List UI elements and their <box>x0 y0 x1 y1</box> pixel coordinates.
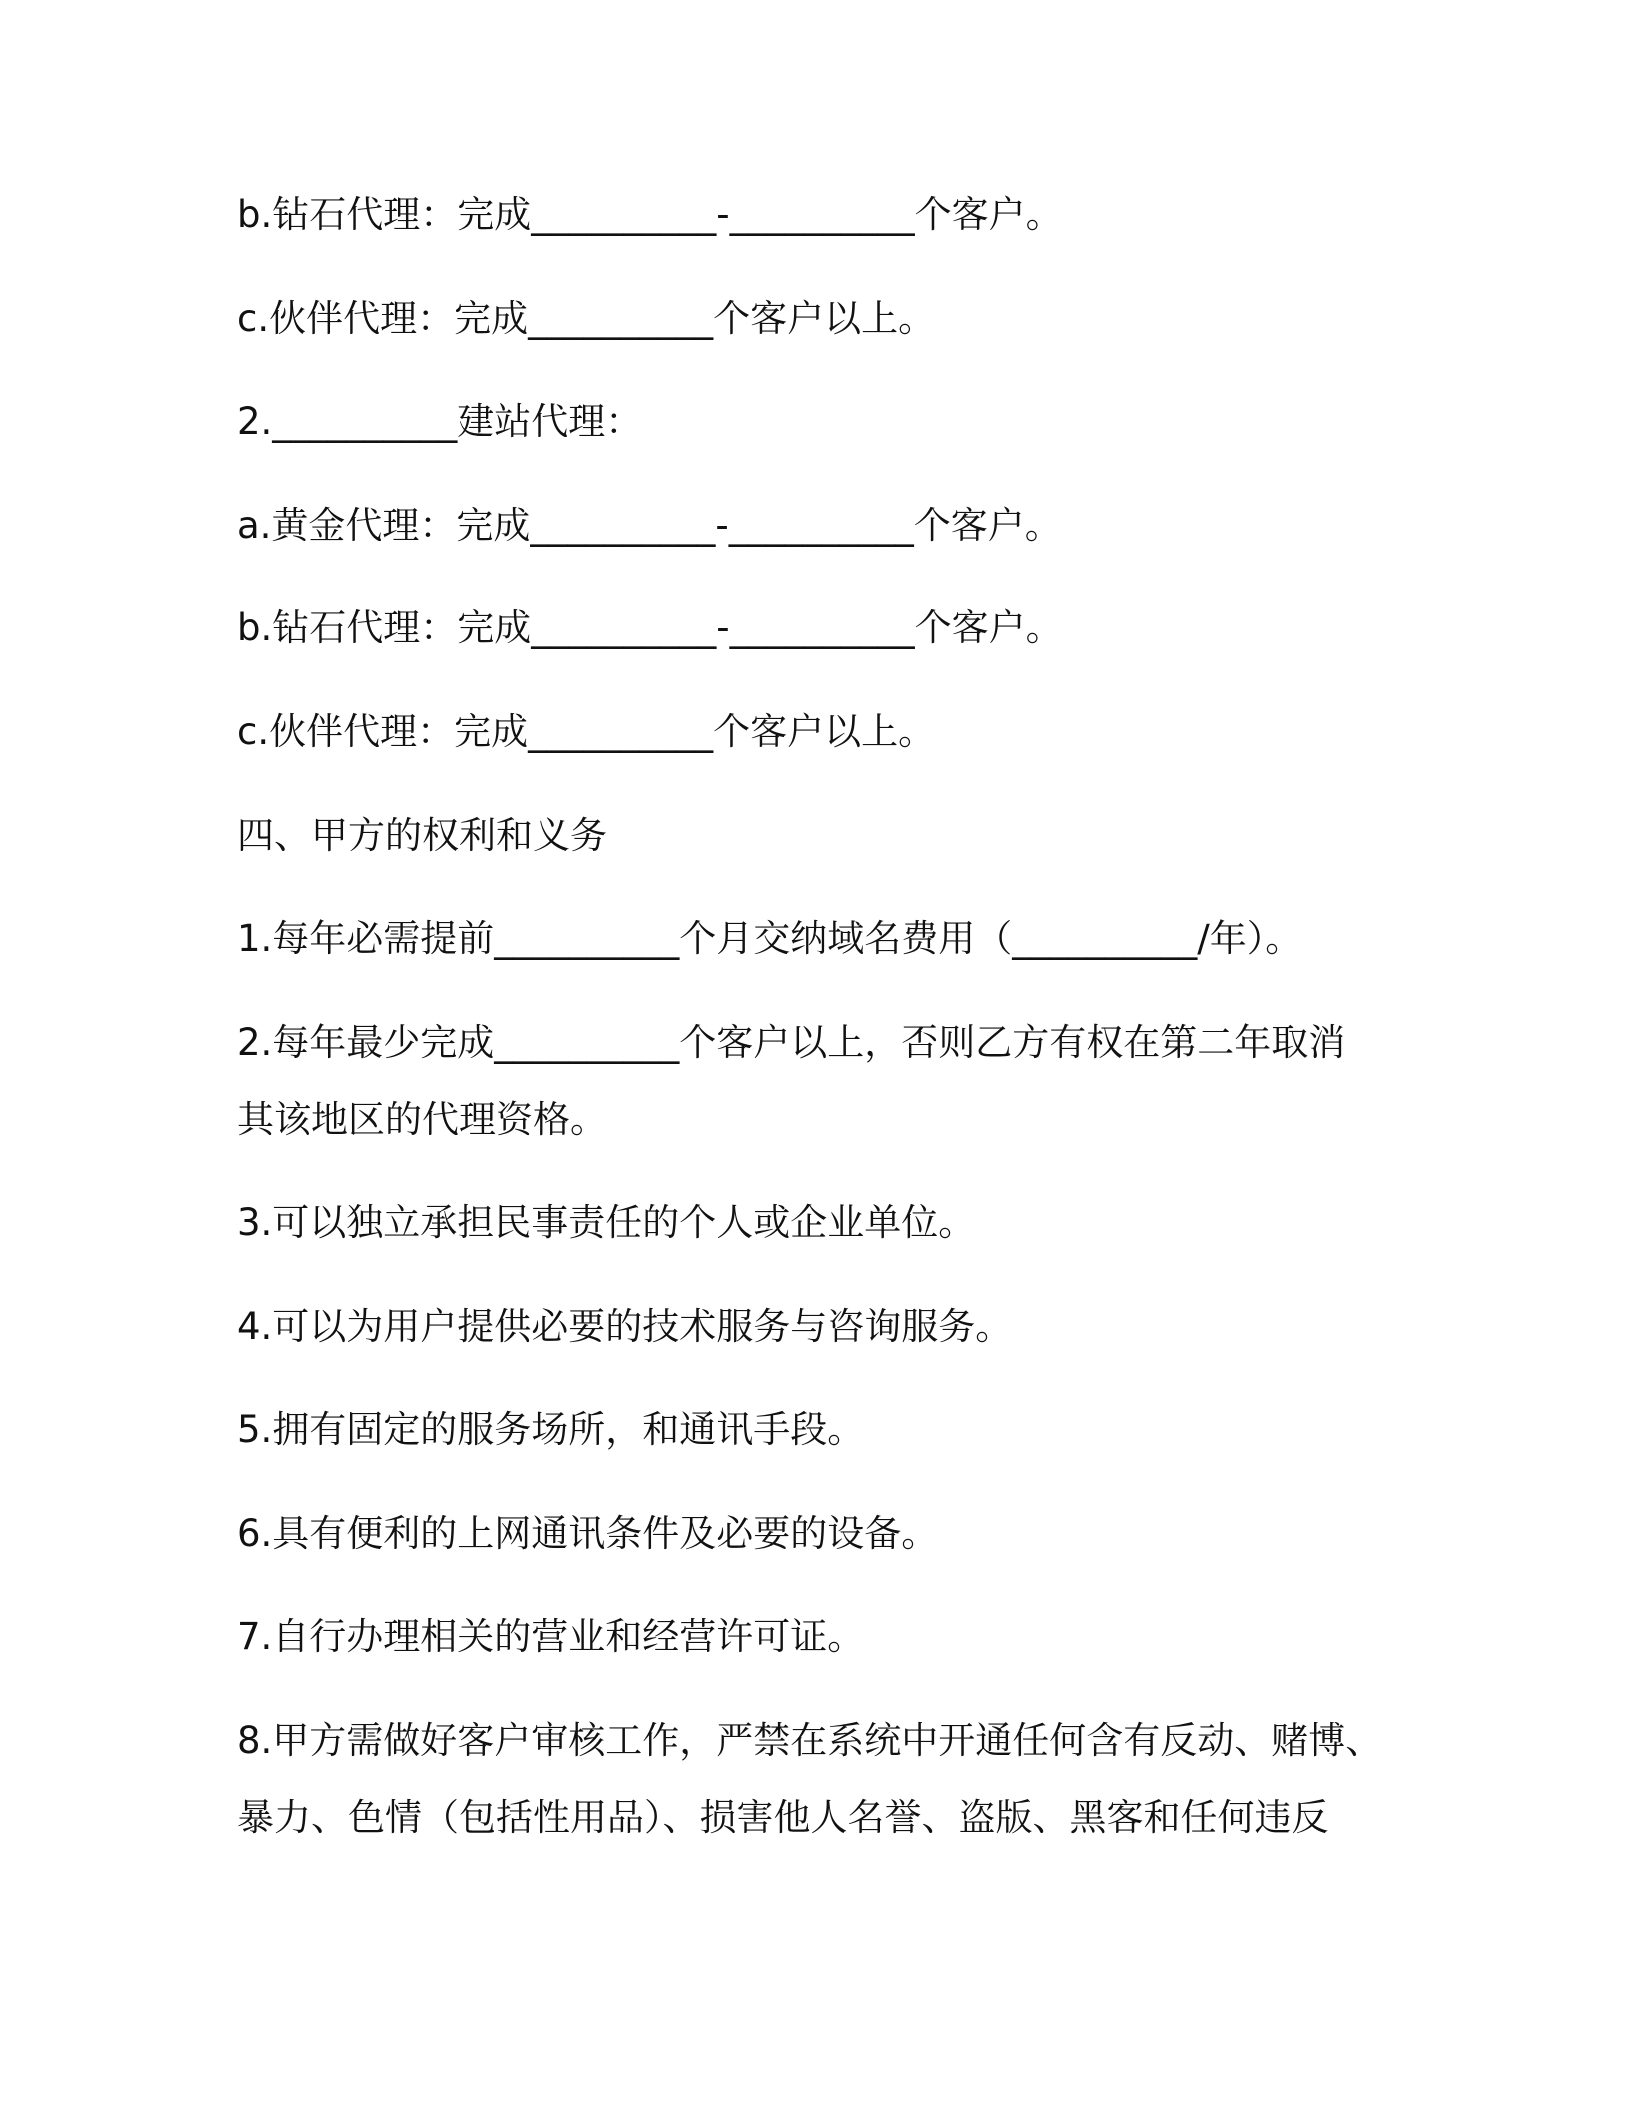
item-8-customer-review: 8.甲方需做好客户审核工作，严禁在系统中开通任何含有反动、赌博、 <box>237 1719 1383 1762</box>
item-2-continuation: 其该地区的代理资格。 <box>237 1098 607 1141</box>
item-6-internet-conditions: 6.具有便利的上网通讯条件及必要的设备。 <box>237 1512 939 1555</box>
item-8-continuation: 暴力、色情（包括性用品）、损害他人名誉、盗版、黑客和任何违反 <box>237 1796 1329 1839</box>
clause-b-diamond-agent-1: b.钻石代理：完成__________-__________个客户。 <box>237 193 1063 236</box>
item-5-fixed-premises: 5.拥有固定的服务场所，和通讯手段。 <box>237 1408 865 1451</box>
clause-b-diamond-agent-2: b.钻石代理：完成__________-__________个客户。 <box>237 606 1063 649</box>
clause-2-site-agent-heading: 2.__________建站代理： <box>237 400 643 443</box>
clause-a-gold-agent: a.黄金代理：完成__________-__________个客户。 <box>237 504 1062 547</box>
clause-c-partner-agent-2: c.伙伴代理：完成__________个客户以上。 <box>237 710 936 753</box>
item-2-min-customers: 2.每年最少完成__________个客户以上，否则乙方有权在第二年取消 <box>237 1021 1346 1064</box>
item-4-technical-service: 4.可以为用户提供必要的技术服务与咨询服务。 <box>237 1305 1013 1348</box>
section-heading-party-a-rights: 四、甲方的权利和义务 <box>237 814 607 857</box>
item-3-civil-liability: 3.可以独立承担民事责任的个人或企业单位。 <box>237 1201 976 1244</box>
item-1-domain-fee: 1.每年必需提前__________个月交纳域名费用（__________/年）。 <box>237 917 1303 960</box>
clause-c-partner-agent-1: c.伙伴代理：完成__________个客户以上。 <box>237 297 936 340</box>
item-7-business-license: 7.自行办理相关的营业和经营许可证。 <box>237 1615 865 1658</box>
